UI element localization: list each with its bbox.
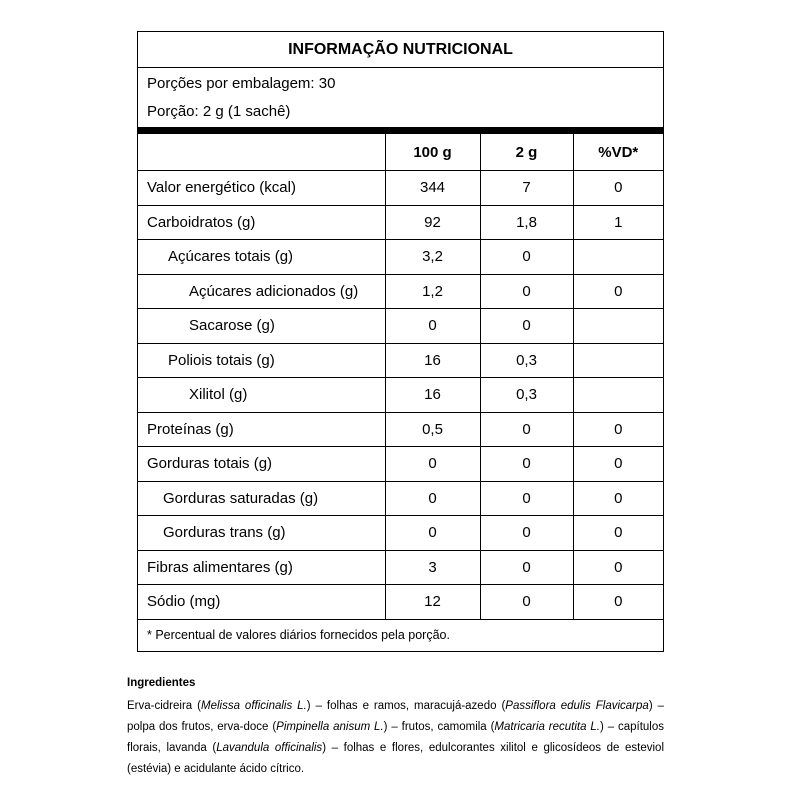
table-row bbox=[138, 343, 663, 378]
thick-divider bbox=[138, 127, 663, 134]
scientific-name: Lavandula officinalis bbox=[216, 742, 323, 754]
value-per-serving: 0 bbox=[480, 585, 573, 619]
ingredients-section bbox=[127, 676, 664, 780]
value-per-100g: 3,2 bbox=[385, 240, 480, 275]
nutrient-label: Carboidratos (g) bbox=[138, 205, 385, 240]
table-row bbox=[138, 585, 663, 619]
scientific-name: Melissa officinalis L. bbox=[200, 700, 307, 712]
nutrient-label: Xilitol (g) bbox=[138, 378, 385, 413]
nutrient-label: Valor energético (kcal) bbox=[138, 171, 385, 206]
ingredient-text-segment: Erva-cidreira ( bbox=[127, 700, 201, 712]
table-row bbox=[138, 550, 663, 585]
table-header-row bbox=[138, 134, 663, 171]
daily-value-percent: 0 bbox=[573, 412, 663, 447]
nutrient-label: Sacarose (g) bbox=[138, 309, 385, 344]
value-per-serving: 0 bbox=[480, 274, 573, 309]
value-per-100g: 16 bbox=[385, 343, 480, 378]
value-per-serving: 0 bbox=[480, 516, 573, 551]
scientific-name: Matricaria recutita L. bbox=[494, 721, 600, 733]
daily-value-percent: 0 bbox=[573, 481, 663, 516]
value-per-serving: 0 bbox=[480, 481, 573, 516]
value-per-100g: 0 bbox=[385, 481, 480, 516]
nutrition-table bbox=[138, 134, 663, 619]
daily-value-percent: 0 bbox=[573, 447, 663, 482]
daily-value-percent: 0 bbox=[573, 516, 663, 551]
daily-value-percent: 0 bbox=[573, 171, 663, 206]
footnote: * Percentual de valores diários fornecidos pela porção. bbox=[138, 619, 663, 651]
table-row bbox=[138, 309, 663, 344]
value-per-serving: 0,3 bbox=[480, 343, 573, 378]
column-header: 100 g bbox=[385, 134, 480, 171]
value-per-serving: 7 bbox=[480, 171, 573, 206]
value-per-100g: 92 bbox=[385, 205, 480, 240]
value-per-serving: 0 bbox=[480, 447, 573, 482]
nutrient-label: Gorduras saturadas (g) bbox=[138, 481, 385, 516]
ingredient-text-segment: ) – polpa dos frutos, erva-doce ( bbox=[127, 700, 664, 733]
value-per-serving: 1,8 bbox=[480, 205, 573, 240]
value-per-100g: 0,5 bbox=[385, 412, 480, 447]
value-per-100g: 3 bbox=[385, 550, 480, 585]
table-row bbox=[138, 447, 663, 482]
table-row bbox=[138, 412, 663, 447]
ingredients-title: Ingredientes bbox=[127, 677, 196, 689]
nutrient-label: Gorduras trans (g) bbox=[138, 516, 385, 551]
servings-per-package: Porções por embalagem: 30 bbox=[147, 75, 336, 92]
nutrient-label: Proteínas (g) bbox=[138, 412, 385, 447]
serving-size: Porção: 2 g (1 sachê) bbox=[147, 103, 291, 120]
table-row bbox=[138, 516, 663, 551]
daily-value-percent bbox=[573, 309, 663, 344]
scientific-name: Passiflora edulis Flavicarpa bbox=[505, 700, 649, 712]
daily-value-percent: 1 bbox=[573, 205, 663, 240]
value-per-100g: 16 bbox=[385, 378, 480, 413]
table-row bbox=[138, 274, 663, 309]
nutrient-label: Gorduras totais (g) bbox=[138, 447, 385, 482]
column-header: %VD* bbox=[573, 134, 663, 171]
table-row bbox=[138, 240, 663, 275]
value-per-serving: 0 bbox=[480, 240, 573, 275]
ingredient-text-segment: ) – frutos, camomila ( bbox=[383, 721, 495, 733]
value-per-100g: 0 bbox=[385, 516, 480, 551]
nutrient-label: Açúcares adicionados (g) bbox=[138, 274, 385, 309]
nutrition-title: INFORMAÇÃO NUTRICIONAL bbox=[138, 32, 663, 68]
daily-value-percent bbox=[573, 378, 663, 413]
value-per-serving: 0 bbox=[480, 309, 573, 344]
portion-info bbox=[138, 68, 663, 127]
value-per-100g: 12 bbox=[385, 585, 480, 619]
column-header: 2 g bbox=[480, 134, 573, 171]
value-per-100g: 0 bbox=[385, 447, 480, 482]
value-per-100g: 0 bbox=[385, 309, 480, 344]
ingredient-text-segment: ) – folhas e flores, edulcorantes xilitol e glicosídeos de esteviol (estévia) e acidulante ácido cítrico. bbox=[127, 742, 664, 775]
ingredient-text-segment: ) – folhas e ramos, maracujá-azedo ( bbox=[306, 700, 506, 712]
nutrition-facts-panel bbox=[137, 31, 664, 652]
nutrient-label: Açúcares totais (g) bbox=[138, 240, 385, 275]
ingredient-text-segment: ) – capítulos florais, lavanda ( bbox=[127, 721, 665, 754]
table-row bbox=[138, 205, 663, 240]
daily-value-percent: 0 bbox=[573, 585, 663, 619]
value-per-100g: 344 bbox=[385, 171, 480, 206]
table-row bbox=[138, 171, 663, 206]
daily-value-percent: 0 bbox=[573, 274, 663, 309]
value-per-100g: 1,2 bbox=[385, 274, 480, 309]
column-header bbox=[138, 134, 385, 171]
table-row bbox=[138, 481, 663, 516]
value-per-serving: 0 bbox=[480, 550, 573, 585]
daily-value-percent: 0 bbox=[573, 550, 663, 585]
nutrient-label: Poliois totais (g) bbox=[138, 343, 385, 378]
nutrient-label: Sódio (mg) bbox=[138, 585, 385, 619]
scientific-name: Pimpinella anisum L. bbox=[276, 721, 384, 733]
daily-value-percent bbox=[573, 240, 663, 275]
value-per-serving: 0,3 bbox=[480, 378, 573, 413]
value-per-serving: 0 bbox=[480, 412, 573, 447]
table-row bbox=[138, 378, 663, 413]
nutrient-label: Fibras alimentares (g) bbox=[138, 550, 385, 585]
ingredients-text bbox=[127, 696, 664, 780]
daily-value-percent bbox=[573, 343, 663, 378]
